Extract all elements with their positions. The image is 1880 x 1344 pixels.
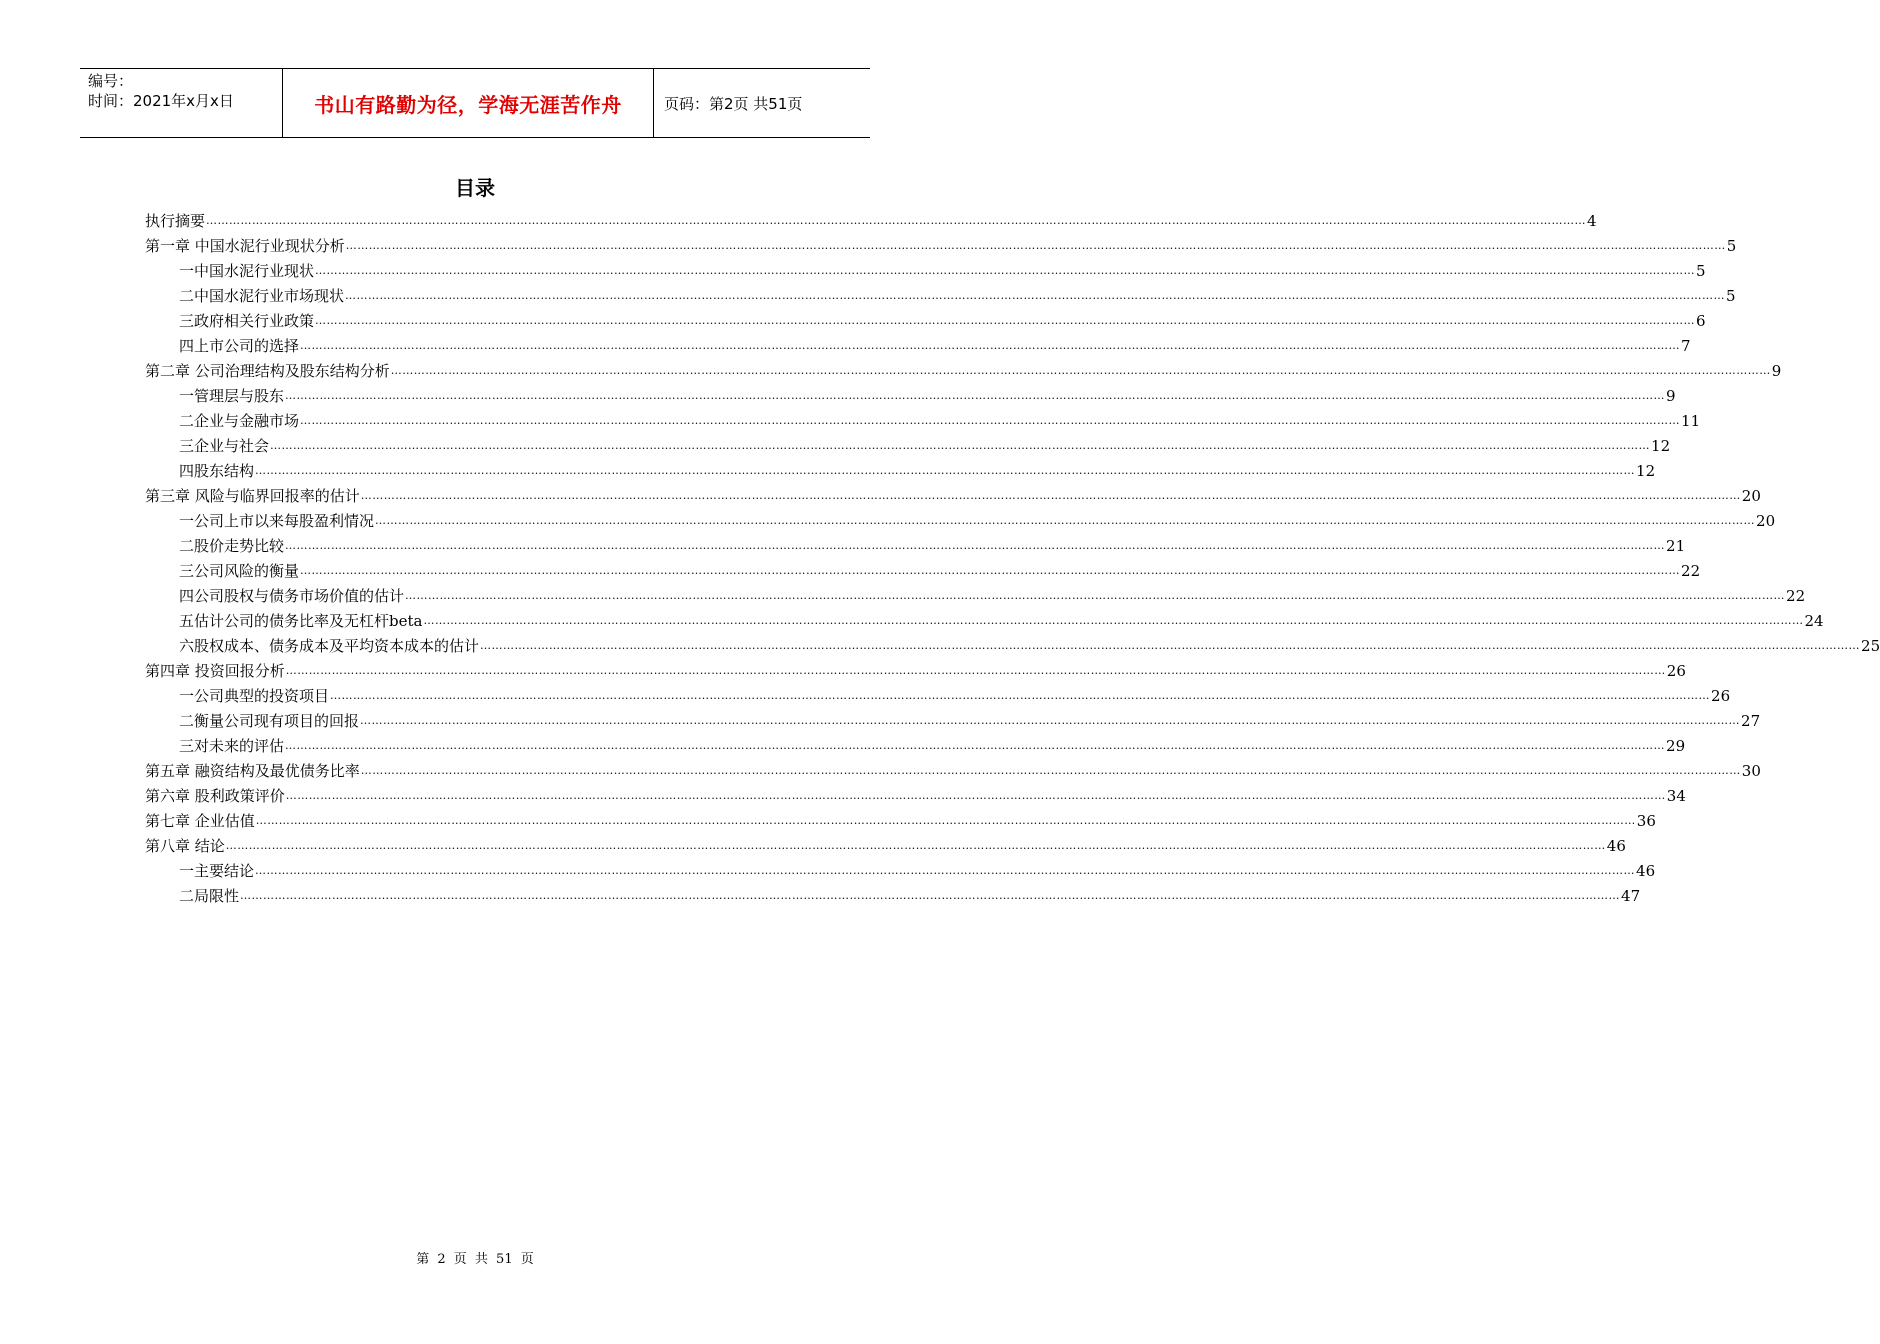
toc-entry-label: 管理层与股东 [194,387,285,405]
toc-dot-leader: ……………………………………………………………………………………………………………………………………………………………………………………………………………………………………………………………………………………………………………………………… [315,264,1696,277]
toc-entry-label: 第八章 结论 [145,837,225,855]
toc-entry-label: 公司风险的衡量 [194,562,300,580]
toc-entry[interactable] [145,483,1761,508]
toc-entry[interactable] [145,383,1676,408]
toc-entry-label: 局限性 [194,887,240,905]
toc-dot-leader: ……………………………………………………………………………………………………………………………………………………………………………………………………………………………………………………………………………………………………………………………… [285,739,1666,752]
header-motto-cell [282,69,654,137]
toc-entry-page: 12 [1651,436,1671,455]
toc-dot-leader: ……………………………………………………………………………………………………………………………………………………………………………………………………………………………………………………………………………………………………………………………… [285,789,1666,802]
toc-entry-number: 三 [179,562,195,580]
toc-entry-label: 企业与社会 [194,437,270,455]
toc-dot-leader: ……………………………………………………………………………………………………………………………………………………………………………………………………………………………………………………………………………………………………………………………… [360,764,1741,777]
toc-dot-leader: ……………………………………………………………………………………………………………………………………………………………………………………………………………………………………………………………………………………………………………………………… [345,239,1726,252]
toc-entry[interactable] [145,758,1761,783]
toc-dot-leader: ……………………………………………………………………………………………………………………………………………………………………………………………………………………………………………………………………………………………………………………………… [360,714,1741,727]
header-motto: 书山有路勤为径，学海无涯苦作舟 [314,92,622,117]
toc-entry-page: 5 [1696,261,1706,280]
toc-entry-page: 46 [1606,836,1626,855]
toc-dot-leader: ……………………………………………………………………………………………………………………………………………………………………………………………………………………………………………………………………………………………………………………………… [375,514,1756,527]
toc-entry-label: 公司典型的投资项目 [194,687,330,705]
toc-entry[interactable] [145,658,1686,683]
toc-entry-number: 一 [179,512,195,530]
page-header [80,68,870,138]
toc-entry-label: 企业与金融市场 [194,412,300,430]
toc-entry-label: 第六章 股利政策评价 [145,787,285,805]
toc-entry-number: 一 [179,862,195,880]
toc-entry-label: 估计公司的债务比率及无杠杆beta [194,612,423,630]
toc-dot-leader: ……………………………………………………………………………………………………………………………………………………………………………………………………………………………………………………………………………………………………………………………… [480,639,1861,652]
page-footer: 第 2 页 共 51 页 [416,1252,534,1267]
toc-entry[interactable] [145,358,1782,383]
toc-entry-page: 30 [1741,761,1761,780]
toc-dot-leader: ……………………………………………………………………………………………………………………………………………………………………………………………………………………………………………………………………………………………………………………………… [255,464,1636,477]
toc-entry-page: 12 [1636,461,1656,480]
toc-entry-label: 第一章 中国水泥行业现状分析 [145,237,345,255]
toc-entry-page: 24 [1804,611,1824,630]
toc-entry[interactable] [145,783,1686,808]
toc-entry-page: 9 [1771,361,1782,380]
toc-dot-leader: ……………………………………………………………………………………………………………………………………………………………………………………………………………………………………………………………………………………………………………………………… [255,814,1636,827]
toc-dot-leader: ……………………………………………………………………………………………………………………………………………………………………………………………………………………………………………………………………………………………………………………………… [405,589,1786,602]
toc-entry-label: 执行摘要 [145,212,206,230]
toc-entry-label: 公司股权与债务市场价值的估计 [194,587,405,605]
toc-entry-label: 第七章 企业估值 [145,812,255,830]
toc-entry-page: 4 [1587,211,1597,230]
toc-dot-leader: ……………………………………………………………………………………………………………………………………………………………………………………………………………………………………………………………………………………………………………………………… [285,539,1666,552]
toc-entry[interactable] [145,333,1691,358]
toc-entry-page: 46 [1636,861,1656,880]
toc-entry-page: 22 [1786,586,1806,605]
toc-entry[interactable] [145,558,1701,583]
table-of-contents [145,208,1880,908]
toc-entry-page: 6 [1696,311,1706,330]
toc-entry-page: 36 [1636,811,1656,830]
toc-entry-page: 22 [1681,561,1701,580]
toc-entry[interactable] [145,308,1706,333]
toc-title: 目录 [455,176,495,200]
toc-entry-label: 股价走势比较 [194,537,285,555]
toc-entry-number: 一 [179,387,195,405]
toc-entry[interactable] [145,808,1656,833]
toc-entry[interactable] [145,583,1806,608]
toc-dot-leader: ……………………………………………………………………………………………………………………………………………………………………………………………………………………………………………………………………………………………………………………………… [270,439,1651,452]
toc-entry-label: 衡量公司现有项目的回报 [194,712,360,730]
toc-dot-leader: ……………………………………………………………………………………………………………………………………………………………………………………………………………………………………………………………………………………………………………………………… [300,339,1681,352]
toc-entry-number: 三 [179,737,195,755]
toc-entry-page: 47 [1621,886,1641,905]
toc-entry[interactable] [145,633,1880,658]
toc-entry-label: 第二章 公司治理结构及股东结构分析 [145,362,390,380]
toc-dot-leader: ……………………………………………………………………………………………………………………………………………………………………………………………………………………………………………………………………………………………………………………………… [300,414,1681,427]
toc-entry-label: 股权成本、债务成本及平均资本成本的估计 [194,637,480,655]
toc-dot-leader: ……………………………………………………………………………………………………………………………………………………………………………………………………………………………………………………………………………………………………………………………… [360,489,1741,502]
toc-dot-leader: ……………………………………………………………………………………………………………………………………………………………………………………………………………………………………………………………………………………………………………………………… [206,214,1587,227]
toc-dot-leader: ……………………………………………………………………………………………………………………………………………………………………………………………………………………………………………………………………………………………………………………………… [225,839,1606,852]
toc-entry-number: 四 [179,462,195,480]
document-time-label: 时间：2021年x月x日 [88,92,234,110]
toc-entry-label: 第三章 风险与临界回报率的估计 [145,487,360,505]
toc-entry-page: 5 [1726,286,1736,305]
toc-entry-label: 对未来的评估 [194,737,285,755]
toc-entry-number: 三 [179,437,195,455]
toc-entry-page: 27 [1741,711,1761,730]
toc-entry-number: 二 [179,887,195,905]
toc-entry-page: 11 [1681,411,1701,430]
toc-entry-label: 上市公司的选择 [194,337,300,355]
toc-entry[interactable] [145,258,1706,283]
toc-entry-page: 25 [1861,636,1880,655]
toc-entry[interactable] [145,408,1701,433]
toc-entry-page: 20 [1741,486,1761,505]
toc-dot-leader: ……………………………………………………………………………………………………………………………………………………………………………………………………………………………………………………………………………………………………………………………… [240,889,1621,902]
toc-entry-page: 5 [1726,236,1737,255]
toc-entry-label: 中国水泥行业现状 [194,262,315,280]
toc-entry-label: 主要结论 [194,862,255,880]
toc-dot-leader: ……………………………………………………………………………………………………………………………………………………………………………………………………………………………………………………………………………………………………………………………… [285,664,1666,677]
toc-entry-page: 20 [1756,511,1776,530]
toc-entry[interactable] [145,733,1686,758]
toc-dot-leader: ……………………………………………………………………………………………………………………………………………………………………………………………………………………………………………………………………………………………………………………………… [285,389,1666,402]
toc-entry-page: 26 [1711,686,1731,705]
toc-entry[interactable] [145,708,1761,733]
toc-entry-number: 二 [179,412,195,430]
toc-entry-label: 股东结构 [194,462,255,480]
toc-entry-number: 四 [179,587,195,605]
header-meta [80,69,282,137]
toc-entry[interactable] [145,858,1656,883]
header-page-info: 页码：第2页 共51页 [664,94,803,113]
toc-entry-number: 三 [179,312,195,330]
toc-entry-number: 六 [179,637,195,655]
toc-entry-label: 政府相关行业政策 [194,312,315,330]
toc-dot-leader: ……………………………………………………………………………………………………………………………………………………………………………………………………………………………………………………………………………………………………………………………… [423,614,1804,627]
toc-entry-number: 五 [179,612,195,630]
toc-entry-number: 二 [179,287,195,305]
toc-entry-number: 一 [179,687,195,705]
toc-dot-leader: ……………………………………………………………………………………………………………………………………………………………………………………………………………………………………………………………………………………………………………………………… [330,689,1711,702]
toc-entry[interactable] [145,208,1597,233]
toc-entry-page: 34 [1666,786,1686,805]
toc-entry[interactable] [145,283,1736,308]
toc-entry-page: 7 [1681,336,1691,355]
toc-entry-page: 21 [1666,536,1686,555]
toc-entry-number: 二 [179,712,195,730]
toc-entry-label: 公司上市以来每股盈利情况 [194,512,375,530]
toc-entry[interactable] [145,508,1776,533]
toc-entry[interactable] [145,883,1641,908]
toc-entry[interactable] [145,683,1731,708]
toc-entry[interactable] [145,608,1824,633]
toc-entry[interactable] [145,458,1656,483]
toc-entry-page: 29 [1666,736,1686,755]
toc-dot-leader: ……………………………………………………………………………………………………………………………………………………………………………………………………………………………………………………………………………………………………………………………… [255,864,1636,877]
toc-entry[interactable] [145,433,1671,458]
toc-dot-leader: ……………………………………………………………………………………………………………………………………………………………………………………………………………………………………………………………………………………………………………………………… [300,564,1681,577]
document-code-label: 编号： [88,72,134,90]
toc-entry-number: 一 [179,262,195,280]
toc-entry-label: 第五章 融资结构及最优债务比率 [145,762,360,780]
toc-entry-label: 中国水泥行业市场现状 [194,287,345,305]
toc-entry-number: 二 [179,537,195,555]
toc-entry[interactable] [145,233,1737,258]
toc-dot-leader: ……………………………………………………………………………………………………………………………………………………………………………………………………………………………………………………………………………………………………………………………… [345,289,1726,302]
toc-entry[interactable] [145,533,1686,558]
toc-entry[interactable] [145,833,1626,858]
toc-entry-number: 四 [179,337,195,355]
toc-entry-page: 9 [1666,386,1676,405]
toc-dot-leader: ……………………………………………………………………………………………………………………………………………………………………………………………………………………………………………………………………………………………………………………………… [315,314,1696,327]
toc-entry-page: 26 [1666,661,1686,680]
toc-dot-leader: ……………………………………………………………………………………………………………………………………………………………………………………………………………………………………………………………………………………………………………………………… [390,364,1771,377]
toc-entry-label: 第四章 投资回报分析 [145,662,285,680]
